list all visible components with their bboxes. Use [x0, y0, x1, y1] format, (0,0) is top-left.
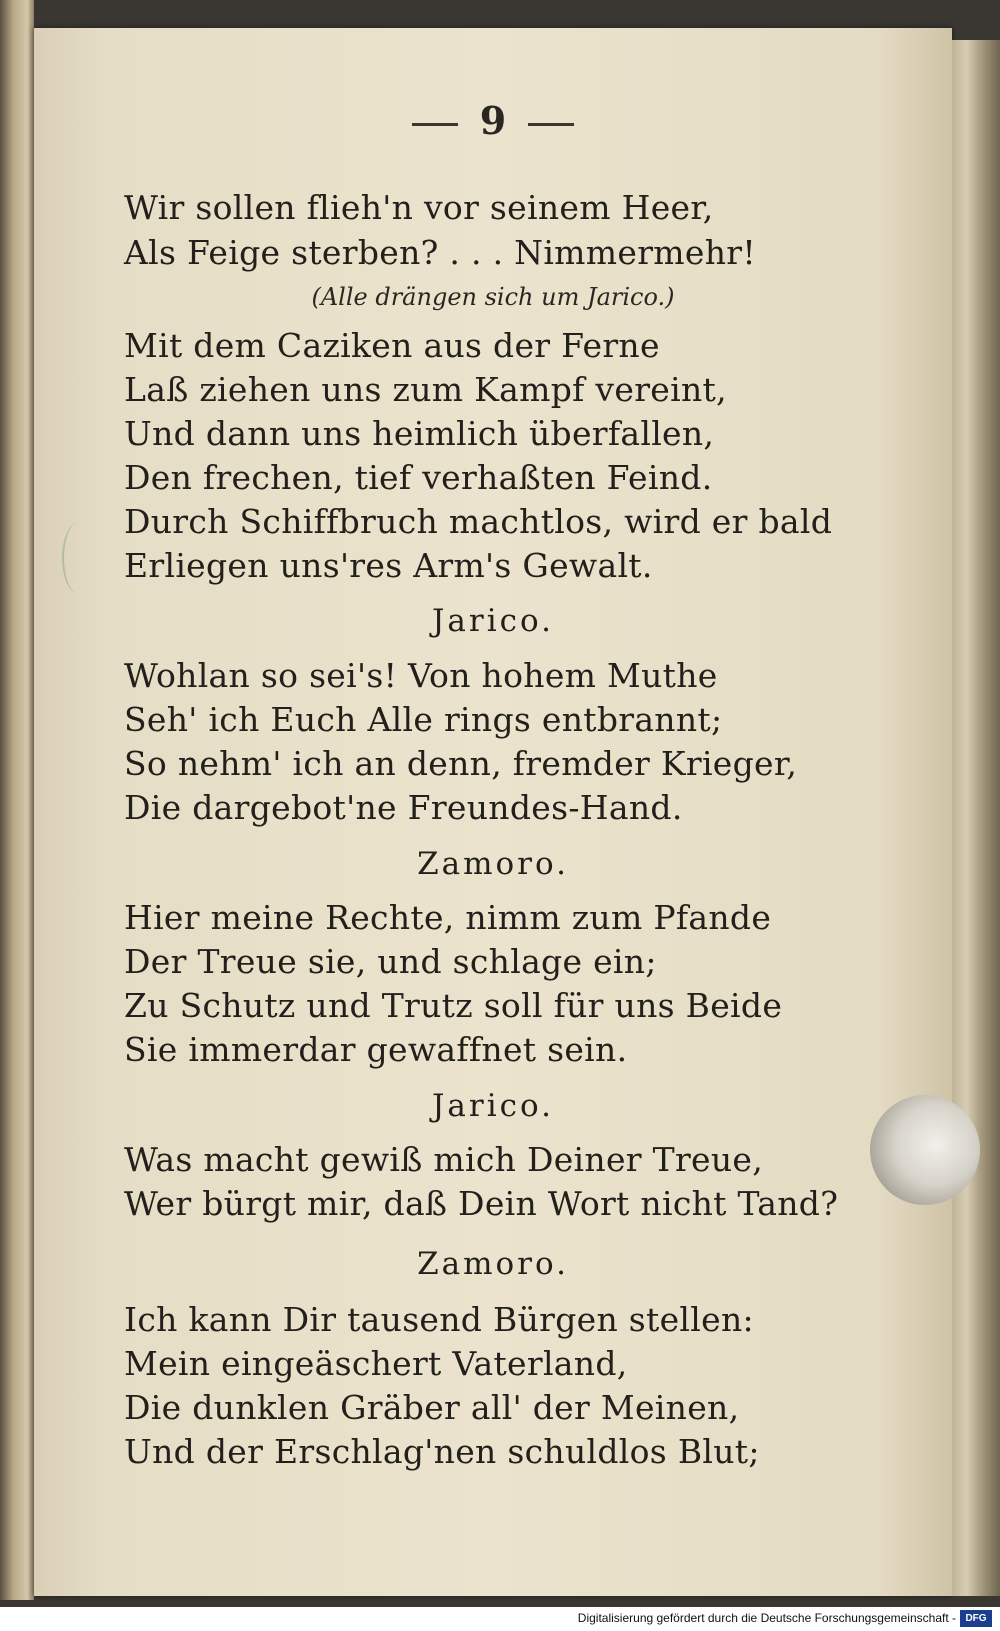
verse-line: Und dann uns heimlich überfallen,	[124, 414, 715, 453]
footer-credit: Digitalisierung gefördert durch die Deutsche Forschungsgemeinschaft -	[577, 1611, 956, 1625]
verse-line: Wer bürgt mir, daß Dein Wort nicht Tand?	[124, 1184, 839, 1223]
verse-line: Sie immerdar gewaffnet sein.	[124, 1030, 628, 1069]
verse-line: Mit dem Caziken aus der Ferne	[124, 326, 660, 365]
facing-page-edge	[0, 0, 34, 1600]
speaker-name: Jarico.	[432, 1088, 554, 1124]
verse-line: Laß ziehen uns zum Kampf vereint,	[124, 370, 727, 409]
verse-line: Der Treue sie, und schlage ein;	[124, 942, 657, 981]
verse-line: Wohlan so sei's! Von hohem Muthe	[124, 656, 718, 695]
verse-line: Die dargebot'ne Freundes-Hand.	[124, 788, 683, 827]
verse-line: Seh' ich Euch Alle rings entbrannt;	[124, 700, 723, 739]
verse-line: Als Feige sterben? . . . Nimmermehr!	[124, 233, 756, 272]
verse-line: Durch Schiffbruch machtlos, wird er bald	[124, 502, 833, 541]
verse-line: Den frechen, tief verhaßten Feind.	[124, 458, 713, 497]
verse-line: Hier meine Rechte, nimm zum Pfande	[124, 898, 772, 937]
verse-line: Die dunklen Gräber all' der Meinen,	[124, 1388, 740, 1427]
header-dash-left	[412, 123, 458, 126]
dfg-logo: DFG	[960, 1610, 992, 1627]
digitization-footer	[0, 1607, 1000, 1631]
page-clip	[870, 1095, 980, 1205]
verse-line: Erliegen uns'res Arm's Gewalt.	[124, 546, 653, 585]
header-dash-right	[528, 123, 574, 126]
verse-line: Wir sollen flieh'n vor seinem Heer,	[124, 188, 714, 227]
verse-line: Und der Erschlag'nen schuldlos Blut;	[124, 1432, 760, 1471]
stage-direction: (Alle drängen sich um Jarico.)	[311, 283, 675, 311]
page-header	[34, 98, 952, 143]
verse-line: Zu Schutz und Trutz soll für uns Beide	[124, 986, 783, 1025]
binding-thread	[62, 523, 94, 593]
speaker-name: Zamoro.	[417, 846, 569, 882]
page-stack-edge	[952, 40, 1000, 1596]
verse-line: Ich kann Dir tausend Bürgen stellen:	[124, 1300, 754, 1339]
page-number: 9	[479, 98, 507, 143]
speaker-name: Zamoro.	[417, 1246, 569, 1282]
verse-line: Mein eingeäschert Vaterland,	[124, 1344, 628, 1383]
book-page	[34, 28, 952, 1596]
speaker-name: Jarico.	[432, 603, 554, 639]
verse-line: So nehm' ich an denn, fremder Krieger,	[124, 744, 798, 783]
verse-line: Was macht gewiß mich Deiner Treue,	[124, 1140, 764, 1179]
